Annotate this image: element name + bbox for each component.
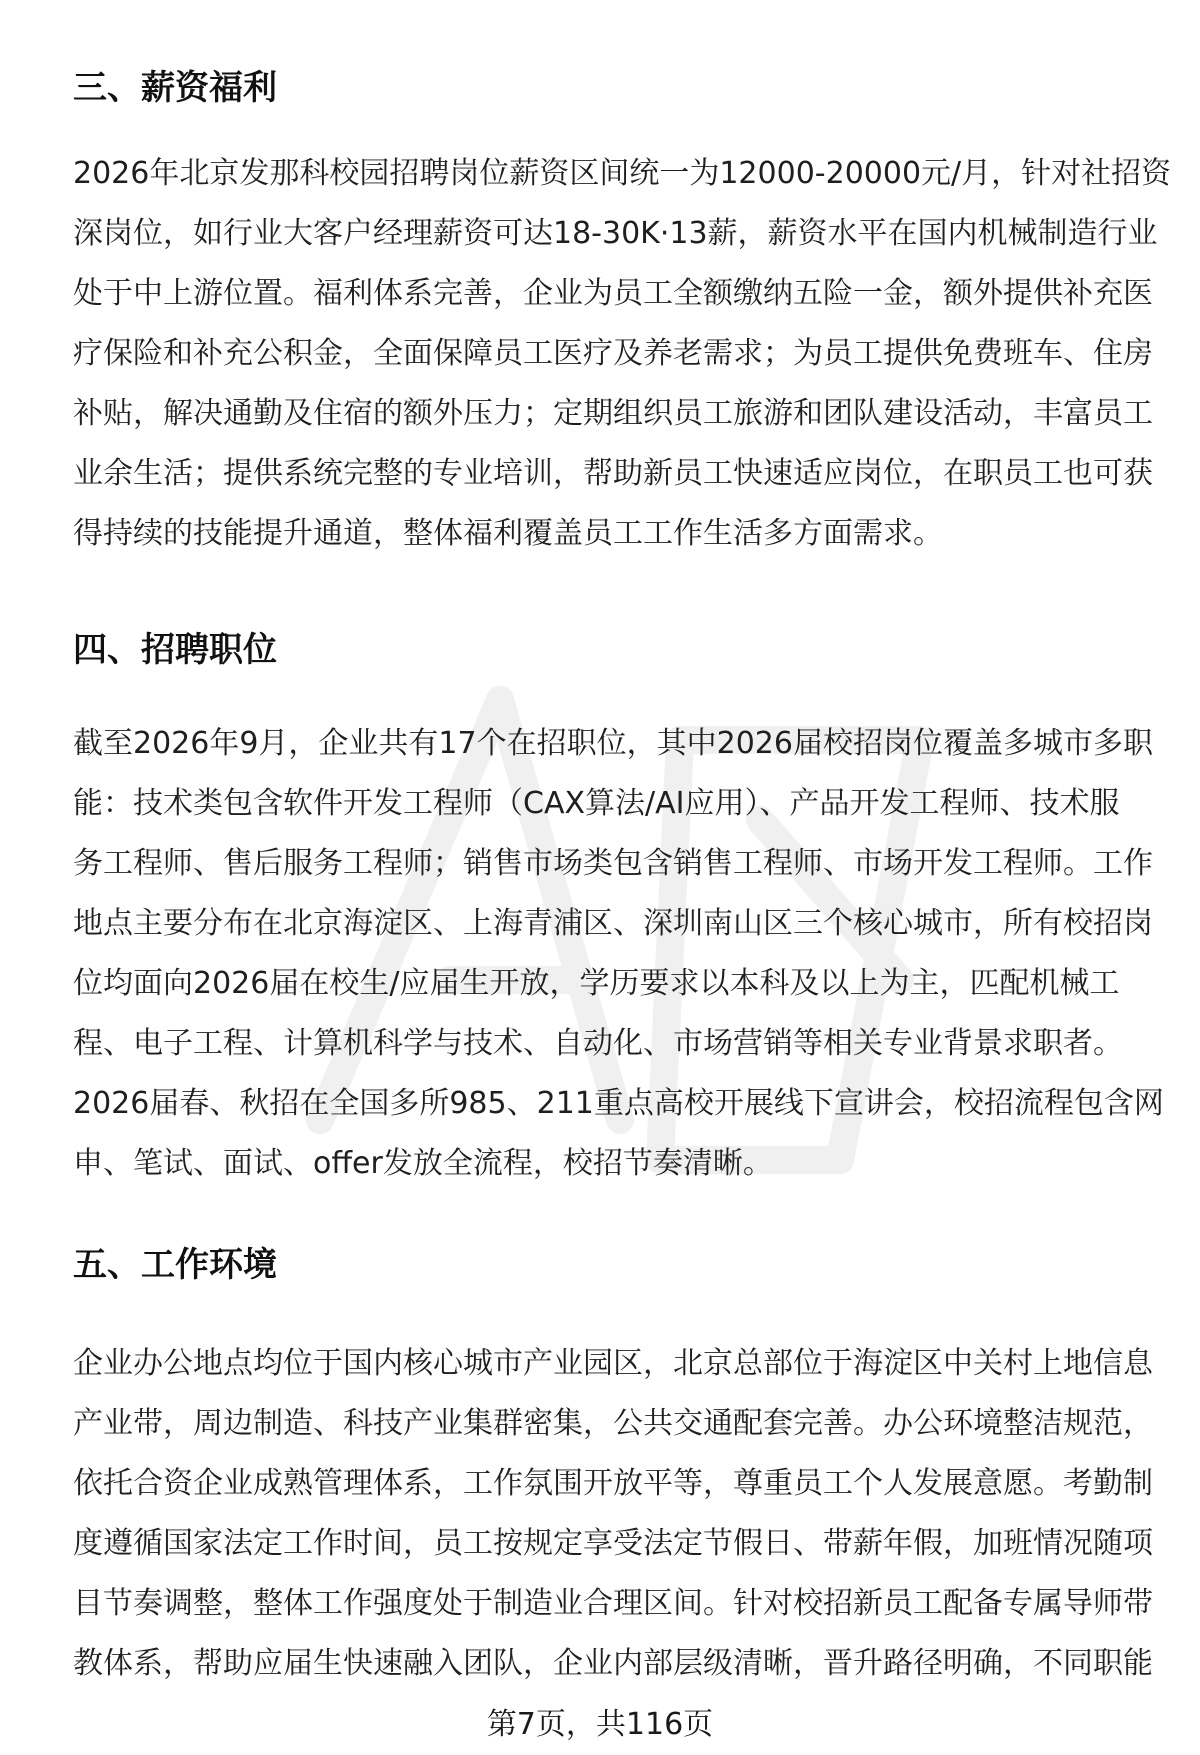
paragraph-salary-benefits — [73, 144, 1172, 564]
paragraph-line: 产业带，周边制造、科技产业集群密集，公共交通配套完善。办公环境整洁规范， — [73, 1406, 1153, 1441]
section-heading-work-environment: 五、工作环境 — [73, 1245, 277, 1285]
paragraph-line: 位均面向2026届在校生/应届生开放，学历要求以本科及以上为主，匹配机械工 — [73, 966, 1120, 1001]
paragraph-line: 地点主要分布在北京海淀区、上海青浦区、深圳南山区三个核心城市，所有校招岗 — [73, 906, 1153, 941]
paragraph-line: 依托合资企业成熟管理体系，工作氛围开放平等，尊重员工个人发展意愿。考勤制 — [73, 1466, 1153, 1501]
paragraph-line: 补贴，解决通勤及住宿的额外压力；定期组织员工旅游和团队建设活动，丰富员工 — [73, 396, 1153, 431]
paragraph-line: 程、电子工程、计算机科学与技术、自动化、市场营销等相关专业背景求职者。 — [73, 1026, 1123, 1061]
paragraph-line: 度遵循国家法定工作时间，员工按规定享受法定节假日、带薪年假，加班情况随项 — [73, 1526, 1153, 1561]
paragraph-job-positions — [73, 714, 1164, 1194]
section-heading-job-positions: 四、招聘职位 — [73, 630, 277, 670]
paragraph-line: 业余生活；提供系统完整的专业培训，帮助新员工快速适应岗位，在职员工也可获 — [73, 456, 1153, 491]
paragraph-line: 务工程师、售后服务工程师；销售市场类包含销售工程师、市场开发工程师。工作 — [73, 846, 1153, 881]
paragraph-line: 目节奏调整，整体工作强度处于制造业合理区间。针对校招新员工配备专属导师带 — [73, 1586, 1153, 1621]
paragraph-line: 处于中上游位置。福利体系完善，企业为员工全额缴纳五险一金，额外提供补充医 — [73, 276, 1153, 311]
paragraph-line: 得持续的技能提升通道，整体福利覆盖员工工作生活多方面需求。 — [73, 516, 943, 551]
paragraph-line: 深岗位，如行业大客户经理薪资可达18-30K·13薪，薪资水平在国内机械制造行业 — [73, 216, 1158, 251]
page-number-footer: 第7页，共116页 — [486, 1707, 714, 1742]
section-heading-salary-benefits: 三、薪资福利 — [73, 68, 277, 108]
paragraph-line: 2026年北京发那科校园招聘岗位薪资区间统一为12000-20000元/月，针对社招资 — [73, 156, 1172, 191]
paragraph-line: 能：技术类包含软件开发工程师（CAX算法/AI应用）、产品开发工程师、技术服 — [73, 786, 1120, 821]
paragraph-line: 疗保险和补充公积金，全面保障员工医疗及养老需求；为员工提供免费班车、住房 — [73, 336, 1153, 371]
paragraph-line: 2026届春、秋招在全国多所985、211重点高校开展线下宣讲会，校招流程包含网 — [73, 1086, 1164, 1121]
paragraph-line: 教体系，帮助应届生快速融入团队，企业内部层级清晰，晋升路径明确，不同职能 — [73, 1646, 1153, 1681]
paragraph-line: 截至2026年9月，企业共有17个在招职位，其中2026届校招岗位覆盖多城市多职 — [73, 726, 1153, 761]
paragraph-work-environment — [73, 1334, 1153, 1694]
paragraph-line: 申、笔试、面试、offer发放全流程，校招节奏清晰。 — [73, 1146, 773, 1181]
paragraph-line: 企业办公地点均位于国内核心城市产业园区，北京总部位于海淀区中关村上地信息 — [73, 1346, 1153, 1381]
